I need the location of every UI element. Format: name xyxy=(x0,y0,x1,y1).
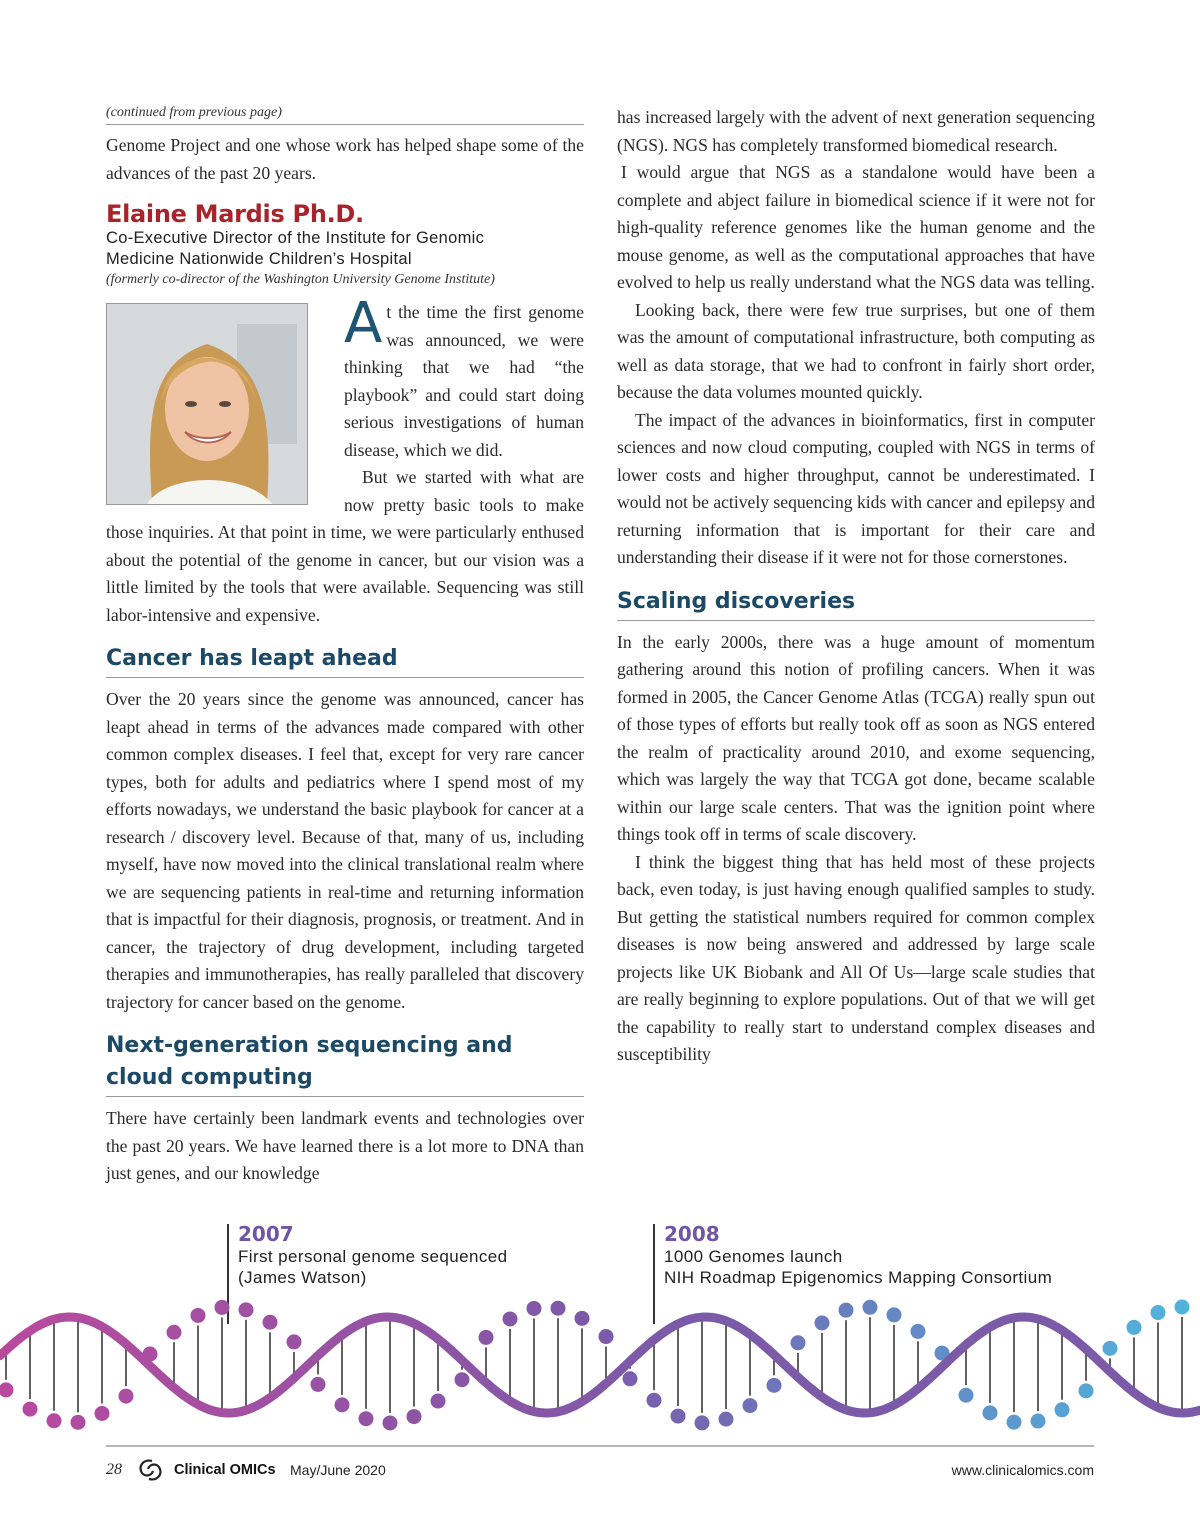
clinical-omics-logo-icon xyxy=(136,1457,166,1483)
dna-bead xyxy=(1127,1320,1142,1335)
timeline-year: 2008 xyxy=(664,1222,720,1246)
dna-bead xyxy=(695,1415,710,1430)
right-column xyxy=(617,104,1095,1069)
timeline-description-line1: First personal genome sequenced xyxy=(238,1247,508,1266)
dna-bead xyxy=(647,1393,662,1408)
dna-bead xyxy=(1151,1305,1166,1320)
paragraph: In the early 2000s, there was a huge amount of momentum gathering around this notion of profiling cancers. When it was formed in 2005, the Cancer Genome Atlas (TCGA) really spun out of those types of efforts but really took off as soon as NGS entered the realm of practicality around 2010, and exome sequencing, which was largely the way that TCGA got done, became scalable within our large scale centers. That was the ignition point where things took off in terms of scale discovery. xyxy=(617,631,1095,844)
dna-bead xyxy=(839,1303,854,1318)
website-url: www.clinicalomics.com xyxy=(951,1462,1094,1478)
dna-bead xyxy=(215,1300,230,1315)
dna-bead xyxy=(743,1398,758,1413)
paragraph: I would argue that NGS as a standalone would have been a complete and abject failure in biomedical science if it were not for high-quality reference genomes like the human genome and the mouse genome, as well as the computational approaches that have evolved to help us really understand what the NGS data was telling. xyxy=(617,162,1095,292)
dna-bead xyxy=(47,1413,62,1428)
dna-bead xyxy=(167,1325,182,1340)
dna-bead xyxy=(551,1301,566,1316)
page-footer xyxy=(106,1445,1094,1491)
left-column xyxy=(106,104,584,1188)
dna-bead xyxy=(191,1308,206,1323)
dna-bead xyxy=(455,1372,470,1387)
dna-bead xyxy=(431,1394,446,1409)
dna-bead xyxy=(575,1311,590,1326)
dna-bead xyxy=(1007,1415,1022,1430)
section-heading-scaling: Scaling discoveries xyxy=(617,586,1095,621)
person-former-role: (formerly co-director of the Washington University Genome Institute) xyxy=(106,272,495,287)
person-role-line2: Medicine Nationwide Children’s Hospital xyxy=(106,250,412,268)
dna-bead xyxy=(0,1382,14,1397)
dna-bead xyxy=(623,1371,638,1386)
timeline-description-line2: NIH Roadmap Epigenomics Mapping Consortium xyxy=(664,1268,1053,1287)
paragraph: But we started with what are now pretty basic tools to make those inquiries. At that point in time, we were particularly enthused about the potential of the genome in cancer, but our vision was a little limited by the tools that were available. Sequencing was still labor-intensive and expensive. xyxy=(106,467,584,625)
dna-bead xyxy=(71,1415,86,1430)
dna-bead xyxy=(407,1409,422,1424)
dna-bead xyxy=(1175,1300,1190,1315)
dna-bead xyxy=(959,1388,974,1403)
brand-name: Clinical OMICs xyxy=(174,1462,276,1478)
paragraph-text: t the time the first genome was announced, we were thinking that we had “the playbook” and could start doing serious investigations of human disease, which we did. xyxy=(344,302,584,460)
dna-bead xyxy=(911,1324,926,1339)
timeline-item-2008 xyxy=(653,1222,1052,1288)
person-name: Elaine Mardis Ph.D. xyxy=(106,200,364,228)
dna-bead xyxy=(311,1377,326,1392)
dna-bead xyxy=(791,1335,806,1350)
dna-bead xyxy=(599,1329,614,1344)
timeline-item-2007 xyxy=(227,1222,507,1288)
dna-bead xyxy=(335,1397,350,1412)
paragraph: Over the 20 years since the genome was announced, cancer has leapt ahead in terms of the advances made compared with other common complex diseases. I feel that, except for very rare cancer types, both for adults and pediatrics where I spend most of my efforts nowadays, we understand the basic playbook for cancer at a research / discovery level. Because of that, many of us, including myself, have now moved into the clinical translational realm where we are sequencing patients in real-time and returning information that is impactful for their diagnosis, prognosis, or treatment. And in cancer, the trajectory of drug development, including targeted therapies and immunotherapies, has really paralleled that discovery trajectory for cancer based on the genome. xyxy=(106,689,584,1012)
issue-date: May/June 2020 xyxy=(290,1462,386,1478)
dna-bead xyxy=(719,1412,734,1427)
dna-bead xyxy=(95,1406,110,1421)
portrait-photo xyxy=(106,303,308,505)
dna-bead xyxy=(863,1300,878,1315)
timeline-description-line2: (James Watson) xyxy=(238,1268,367,1287)
dna-bead xyxy=(23,1402,38,1417)
dna-bead xyxy=(887,1307,902,1322)
dna-bead xyxy=(1055,1402,1070,1417)
dna-bead xyxy=(1103,1341,1118,1356)
dna-bead xyxy=(983,1405,998,1420)
dna-bead xyxy=(815,1315,830,1330)
dna-bead xyxy=(359,1411,374,1426)
section-heading-cancer: Cancer has leapt ahead xyxy=(106,643,584,678)
dna-bead xyxy=(503,1311,518,1326)
page-number: 28 xyxy=(106,1461,122,1478)
paragraph: has increased largely with the advent of next generation sequencing (NGS). NGS has completely transformed biomedical research. xyxy=(617,107,1095,155)
paragraph: The impact of the advances in bioinformatics, first in computer sciences and now cloud computing, coupled with NGS in terms of lower costs and higher throughput, cannot be underestimated. I would not be actively sequencing kids with cancer and epilepsy and returning information that is important for their care and understanding their disease if it were not for those cornerstones. xyxy=(617,409,1095,567)
dna-bead xyxy=(383,1415,398,1430)
dna-bead xyxy=(1079,1383,1094,1398)
timeline-description-line1: 1000 Genomes launch xyxy=(664,1247,843,1266)
section-heading-ngs: Next-generation sequencing and cloud computing xyxy=(106,1030,584,1097)
dna-bead xyxy=(239,1302,254,1317)
dropcap-letter: A xyxy=(344,291,383,356)
paragraph: Looking back, there were few true surprises, but one of them was the amount of computational infrastructure, both computing as well as data storage, that we had to confront in fairly short order, because the data volumes mounted quickly. xyxy=(617,299,1095,402)
dna-bead xyxy=(263,1315,278,1330)
timeline-year: 2007 xyxy=(238,1222,294,1246)
dna-bead xyxy=(479,1330,494,1345)
dna-bead xyxy=(671,1409,686,1424)
continued-note: (continued from previous page) xyxy=(106,104,584,125)
intro-paragraph: Genome Project and one whose work has helped shape some of the advances of the past 20 years. xyxy=(106,135,584,183)
dna-bead xyxy=(767,1378,782,1393)
paragraph: There have certainly been landmark events and technologies over the past 20 years. We have learned there is a lot more to DNA than just genes, and our knowledge xyxy=(106,1108,584,1183)
dna-bead xyxy=(287,1334,302,1349)
dna-helix-graphic xyxy=(0,1290,1200,1440)
dna-bead xyxy=(1031,1414,1046,1429)
dna-bead xyxy=(527,1301,542,1316)
person-role-line1: Co-Executive Director of the Institute for Genomic xyxy=(106,229,485,247)
paragraph: I think the biggest thing that has held most of these projects back, even today, is just having enough qualified samples to study. But getting the statistical numbers required for common complex diseases is now being answered and addressed by large scale projects like UK Biobank and All Of Us—large scale studies that are really beginning to explore populations. Out of that we will get the capability to really start to understand complex diseases and susceptibility xyxy=(617,851,1095,1064)
dna-bead xyxy=(119,1389,134,1404)
portrait-illustration xyxy=(107,304,307,504)
